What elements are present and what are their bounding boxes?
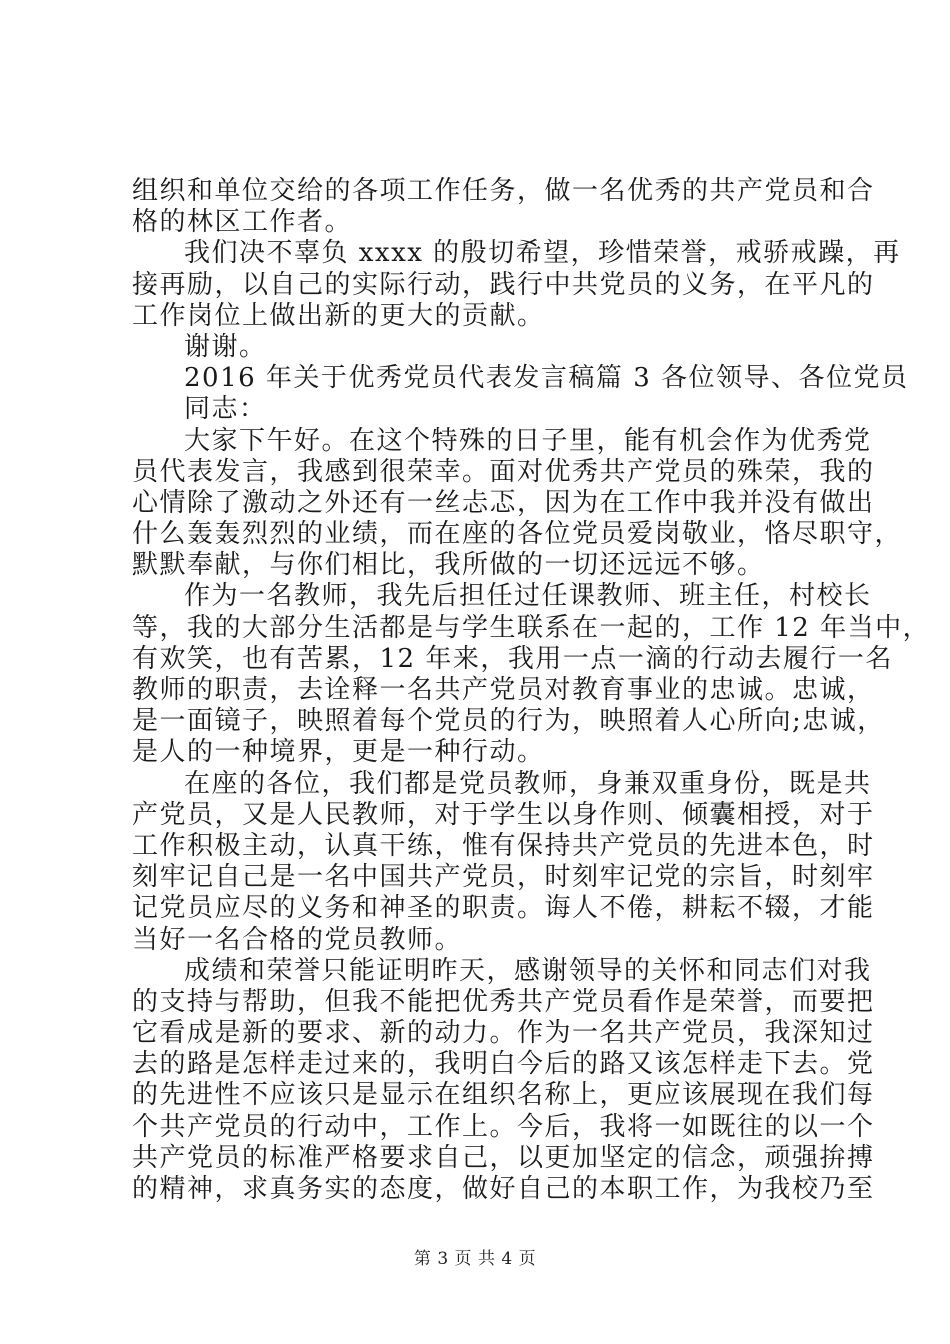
text-line: 是人的一种境界，更是一种行动。 [132,737,545,768]
text-line: 记党员应尽的义务和神圣的职责。诲人不倦，耕耘不辍，才能 [132,893,875,924]
text-line: 大家下午好。在这个特殊的日子里，能有机会作为优秀党 [184,425,872,456]
text-line: 成绩和荣誉只能证明昨天，感谢领导的关怀和同志们对我 [184,955,872,986]
text-line: 什么轰轰烈烈的业绩，而在座的各位党员爱岗敬业，恪尽职守， [132,519,903,550]
text-line: 默默奉献，与你们相比，我所做的一切还远远不够。 [132,550,765,581]
page-number-footer: 第 3 页 共 4 页 [413,1249,537,1269]
text-line: 有欢笑，也有苦累，12 年来，我用一点一滴的行动去履行一名 [132,643,893,674]
text-line: 同志： [184,394,267,425]
text-line: 在座的各位，我们都是党员教师，身兼双重身份，既是共 [184,768,872,799]
text-line: 去的路是怎样走过来的，我明白今后的路又该怎样走下去。党 [132,1049,875,1080]
text-line: 员代表发言，我感到很荣幸。面对优秀共产党员的殊荣，我的 [132,456,875,487]
text-line: 工作积极主动，认真干练，惟有保持共产党员的先进本色，时 [132,830,875,861]
text-line: 我们决不辜负 xxxx 的殷切希望，珍惜荣誉，戒骄戒躁，再 [184,238,901,269]
text-line: 组织和单位交给的各项工作任务，做一名优秀的共产党员和合 [132,176,875,206]
text-line: 共产党员的标准严格要求自己，以更加坚定的信念，顽强拚搏 [132,1142,875,1173]
text-line: 的支持与帮助，但我不能把优秀共产党员看作是荣誉，而要把 [132,986,875,1017]
text-line: 谢谢。 [184,331,267,362]
text-line: 等，我的大部分生活都是与学生联系在一起的，工作 12 年当中， [132,612,931,643]
text-line: 个共产党员的行动中，工作上。今后，我将一如既往的以一个 [132,1111,875,1142]
text-line: 当好一名合格的党员教师。 [132,924,463,955]
text-line: 是一面镜子，映照着每个党员的行为，映照着人心所向;忠诚， [132,706,885,737]
text-line: 工作岗位上做出新的更大的贡献。 [132,300,545,331]
text-line: 刻牢记自己是一名中国共产党员，时刻牢记党的宗旨，时刻牢 [132,862,875,893]
text-line: 教师的职责，去诠释一名共产党员对教育事业的忠诚。忠诚， [132,675,875,705]
text-line: 作为一名教师，我先后担任过任课教师、班主任，村校长 [184,581,872,612]
text-line: 的先进性不应该只是显示在组织名称上，更应该展现在我们每 [132,1080,875,1111]
text-line: 的精神，求真务实的态度，做好自己的本职工作，为我校乃至 [132,1174,875,1204]
text-line: 心情除了激动之外还有一丝忐忑，因为在工作中我并没有做出 [132,487,875,518]
text-line: 格的林区工作者。 [132,207,353,238]
body-text [132,176,931,1205]
text-line: 接再励，以自己的实际行动，践行中共党员的义务，在平凡的 [132,269,875,300]
text-line: 产党员，又是人民教师，对于学生以身作则、倾囊相授，对于 [132,799,875,830]
text-line: 2016 年关于优秀党员代表发言稿篇 3 各位领导、各位党员 [184,363,909,394]
text-line: 它看成是新的要求、新的动力。作为一名共产党员，我深知过 [132,1018,875,1049]
